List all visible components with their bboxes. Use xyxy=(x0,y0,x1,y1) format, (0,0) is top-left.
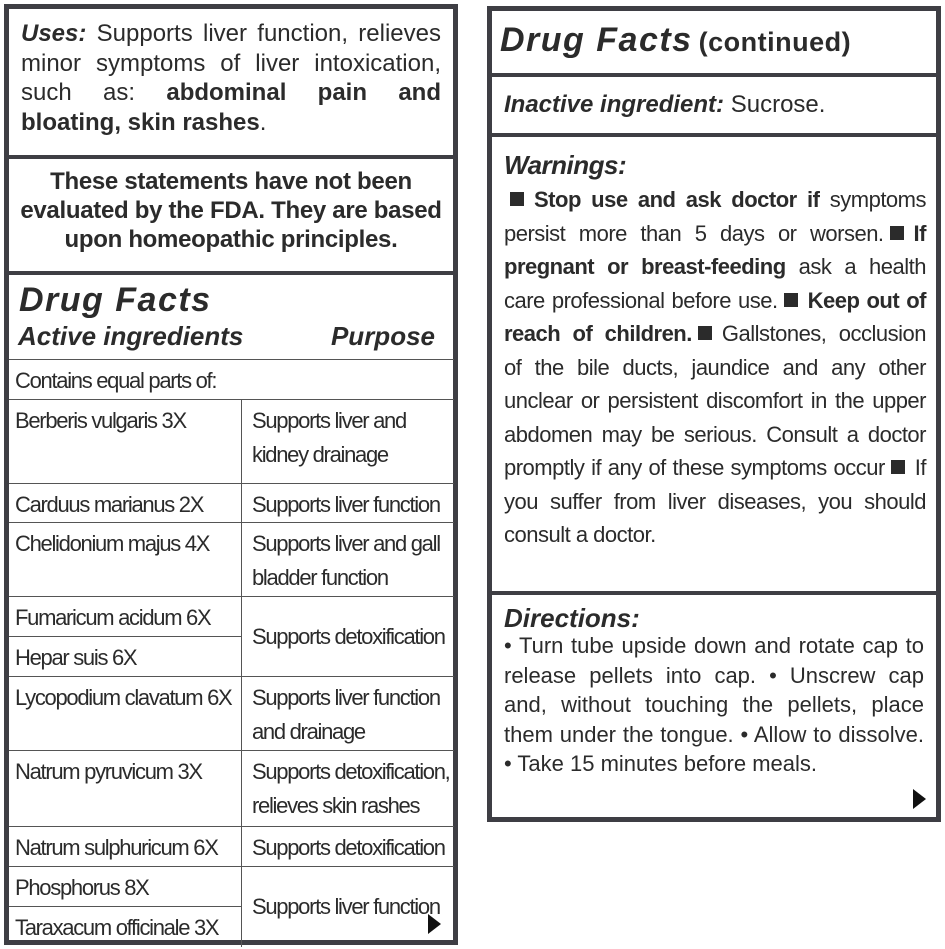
table-row xyxy=(9,677,454,751)
uses-label: Uses: xyxy=(21,20,87,47)
active-ingredients-heading: Active ingredients xyxy=(18,321,244,351)
directions-label: Directions: xyxy=(504,603,640,633)
uses-text-end: . xyxy=(259,108,267,136)
ingredient-name: Taraxacum officinale 3X xyxy=(9,907,242,947)
warning-text: Gallstones, occlusion of the bile ducts, jaundice and any other unclear or persistent discomfort in the upper abdomen may be serious. Consult a doctor promptly if any of these symptoms occur xyxy=(504,321,926,480)
continue-arrow-icon xyxy=(913,789,926,809)
warning-text: symptoms persist more than 5 days or worsen. xyxy=(504,187,926,246)
ingredient-purpose: Supports liver and gall bladder function xyxy=(242,523,455,597)
ingredient-name: Natrum pyruvicum 3X xyxy=(9,751,242,827)
purpose-heading: Purpose xyxy=(330,321,435,351)
ingredient-name: Carduus marianus 2X xyxy=(9,484,242,523)
ingredient-name: Fumaricum acidum 6X xyxy=(9,597,242,637)
contains-note: Contains equal parts of: xyxy=(9,360,454,400)
ingredient-name: Chelidonium majus 4X xyxy=(9,523,242,597)
directions-text: • Turn tube upside down and rotate cap to release pellets into cap. • Unscrew cap and, without touching the pellets, place them under the tongue. • Allow to dissolve. • Take 15 minutes before meals. xyxy=(504,633,924,776)
table-row xyxy=(9,484,454,523)
table-row xyxy=(9,867,454,907)
warning-pregnant: If pregnant or breast-feeding xyxy=(504,220,926,279)
drug-facts-section xyxy=(9,275,453,940)
ingredient-purpose: Supports liver function xyxy=(242,484,455,523)
right-panel xyxy=(487,6,941,822)
square-bullet-icon xyxy=(698,326,712,340)
ingredient-purpose: Supports liver and kidney drainage xyxy=(242,400,455,484)
square-bullet-icon xyxy=(510,192,524,206)
warnings-label: Warnings: xyxy=(504,150,627,180)
table-row xyxy=(9,751,454,827)
uses-bold-text: abdominal pain and bloating, skin rashes xyxy=(21,79,441,136)
ingredient-name: Natrum sulphuricum 6X xyxy=(9,827,242,867)
ingredient-purpose: Supports detoxification xyxy=(242,827,455,867)
ingredient-name: Lycopodium clavatum 6X xyxy=(9,677,242,751)
left-panel xyxy=(4,4,458,945)
directions-section xyxy=(492,595,936,817)
uses-section xyxy=(9,9,453,155)
ingredient-purpose: Supports detoxification xyxy=(242,597,455,677)
warning-text: If you suffer from liver diseases, you should consult a doctor. xyxy=(504,455,926,547)
inactive-ingredient-label: Inactive ingredient: xyxy=(504,91,725,118)
table-row xyxy=(9,523,454,597)
ingredient-name: Phosphorus 8X xyxy=(9,867,242,907)
drug-facts-continued-header xyxy=(492,11,936,73)
inactive-ingredient-value: Sucrose. xyxy=(724,91,826,118)
square-bullet-icon xyxy=(890,226,904,240)
fda-statement: These statements have not been evaluated by the FDA. They are based upon homeopathic principles. xyxy=(20,168,442,253)
warning-stop-use: Stop use and ask doctor if xyxy=(534,187,820,212)
drug-facts-title: Drug Facts xyxy=(500,21,693,59)
continue-arrow-icon xyxy=(428,914,441,934)
continued-label: (continued) xyxy=(698,27,852,57)
ingredient-purpose: Supports detoxification, relieves skin rashes xyxy=(242,751,455,827)
square-bullet-icon xyxy=(891,460,905,474)
ingredient-name: Berberis vulgaris 3X xyxy=(9,400,242,484)
ingredients-table xyxy=(9,359,454,947)
warning-text: ask a health care professional before use. xyxy=(504,254,927,313)
inactive-ingredient-section xyxy=(492,77,936,133)
table-row xyxy=(9,400,454,484)
drug-facts-title: Drug Facts xyxy=(19,281,212,319)
warnings-section xyxy=(492,137,936,591)
table-row xyxy=(9,827,454,867)
table-row xyxy=(9,597,454,637)
ingredient-purpose: Supports liver function xyxy=(242,867,455,947)
square-bullet-icon xyxy=(784,293,798,307)
ingredient-purpose: Supports liver function and drainage xyxy=(242,677,455,751)
uses-text: Supports liver function, relieves minor symptoms of liver intoxication, such as: xyxy=(21,20,441,106)
warning-keep-out-of-reach: Keep out of reach of children. xyxy=(504,287,926,346)
table-row xyxy=(9,360,454,400)
ingredient-name: Hepar suis 6X xyxy=(9,637,242,677)
